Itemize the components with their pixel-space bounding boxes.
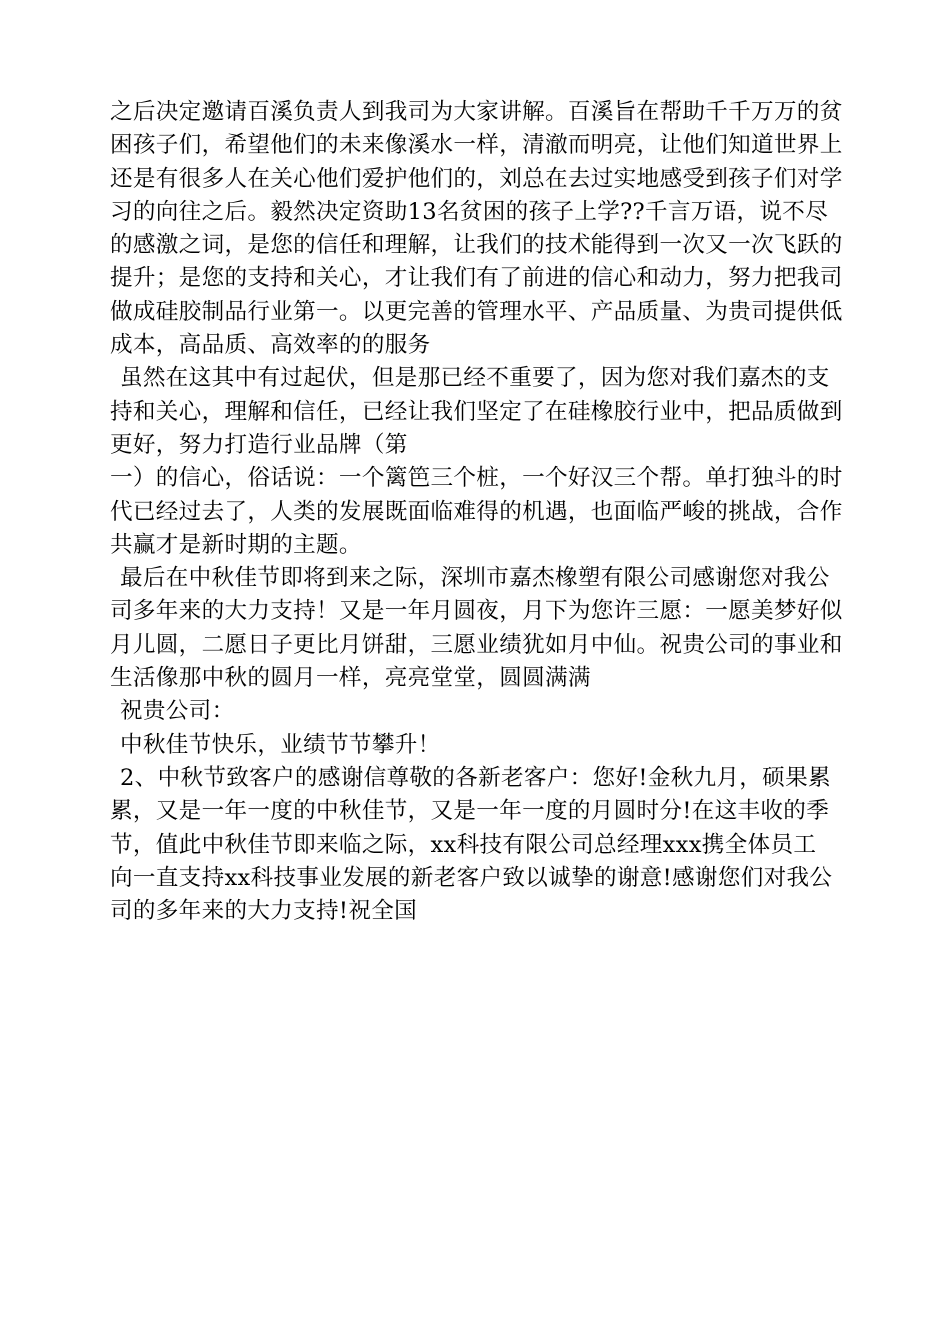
document-body [110,96,870,928]
text-line: 累，又是一年一度的中秋佳节，又是一年一度的月圆时分!在这丰收的季 [110,798,830,825]
section-heading-line: 2、中秋节致客户的感谢信尊敬的各新老客户：您好!金秋九月，硕果累 [120,764,831,791]
text-line: 月儿圆，二愿日子更比月饼甜，三愿业绩犹如月中仙。祝贵公司的事业和 [110,631,843,658]
text-line: 提升；是您的支持和关心，才让我们有了前进的信心和动力，努力把我司 [110,265,843,292]
text-line: 司的多年来的大力支持!祝全国 [110,898,417,925]
text-line: 成本，高品质、高效率的的服务 [110,332,431,359]
paragraph-start-line: 最后在中秋佳节即将到来之际，深圳市嘉杰橡塑有限公司感谢您对我公 [120,565,830,592]
text-line: 还是有很多人在关心他们爱护他们的，刘总在去过实地感受到孩子们对学 [110,165,843,192]
salutation-line: 祝贵公司： [120,698,235,725]
text-line: 代已经过去了，人类的发展既面临难得的机遇，也面临严峻的挑战，合作 [110,498,843,525]
text-line: 之后决定邀请百溪负责人到我司为大家讲解。百溪旨在帮助千千万万的贫 [110,99,843,125]
text-line: 一）的信心，俗话说：一个篱笆三个桩，一个好汉三个帮。单打独斗的时 [110,465,843,492]
text-line: 节，值此中秋佳节即来临之际，xx科技有限公司总经理xxx携全体员工 [110,831,817,858]
text-line: 更好，努力打造行业品牌（第 [110,431,408,458]
text-line: 的感激之词，是您的信任和理解，让我们的技术能得到一次又一次飞跃的 [110,232,843,259]
text-line: 共赢才是新时期的主题。 [110,531,362,558]
text-line: 困孩子们，希望他们的未来像溪水一样，清澈而明亮，让他们知道世界上 [110,132,843,159]
greeting-line: 中秋佳节快乐，业绩节节攀升！ [120,731,441,758]
text-line: 向一直支持xx科技事业发展的新老客户致以诚挚的谢意!感谢您们对我公 [110,864,833,891]
text-line: 做成硅胶制品行业第一。以更完善的管理水平、产品质量、为贵司提供低 [110,298,843,325]
text-line: 持和关心，理解和信任，已经让我们坚定了在硅橡胶行业中，把品质做到 [110,398,843,425]
text-line: 司多年来的大力支持！又是一年月圆夜，月下为您许三愿：一愿美梦好似 [110,598,843,625]
paragraph-start-line: 虽然在这其中有过起伏，但是那已经不重要了，因为您对我们嘉杰的支 [120,365,830,392]
text-line: 习的向往之后。毅然决定资助13名贫困的孩子上学??千言万语，说不尽 [110,198,829,225]
text-line: 生活像那中秋的圆月一样，亮亮堂堂，圆圆满满 [110,665,591,692]
